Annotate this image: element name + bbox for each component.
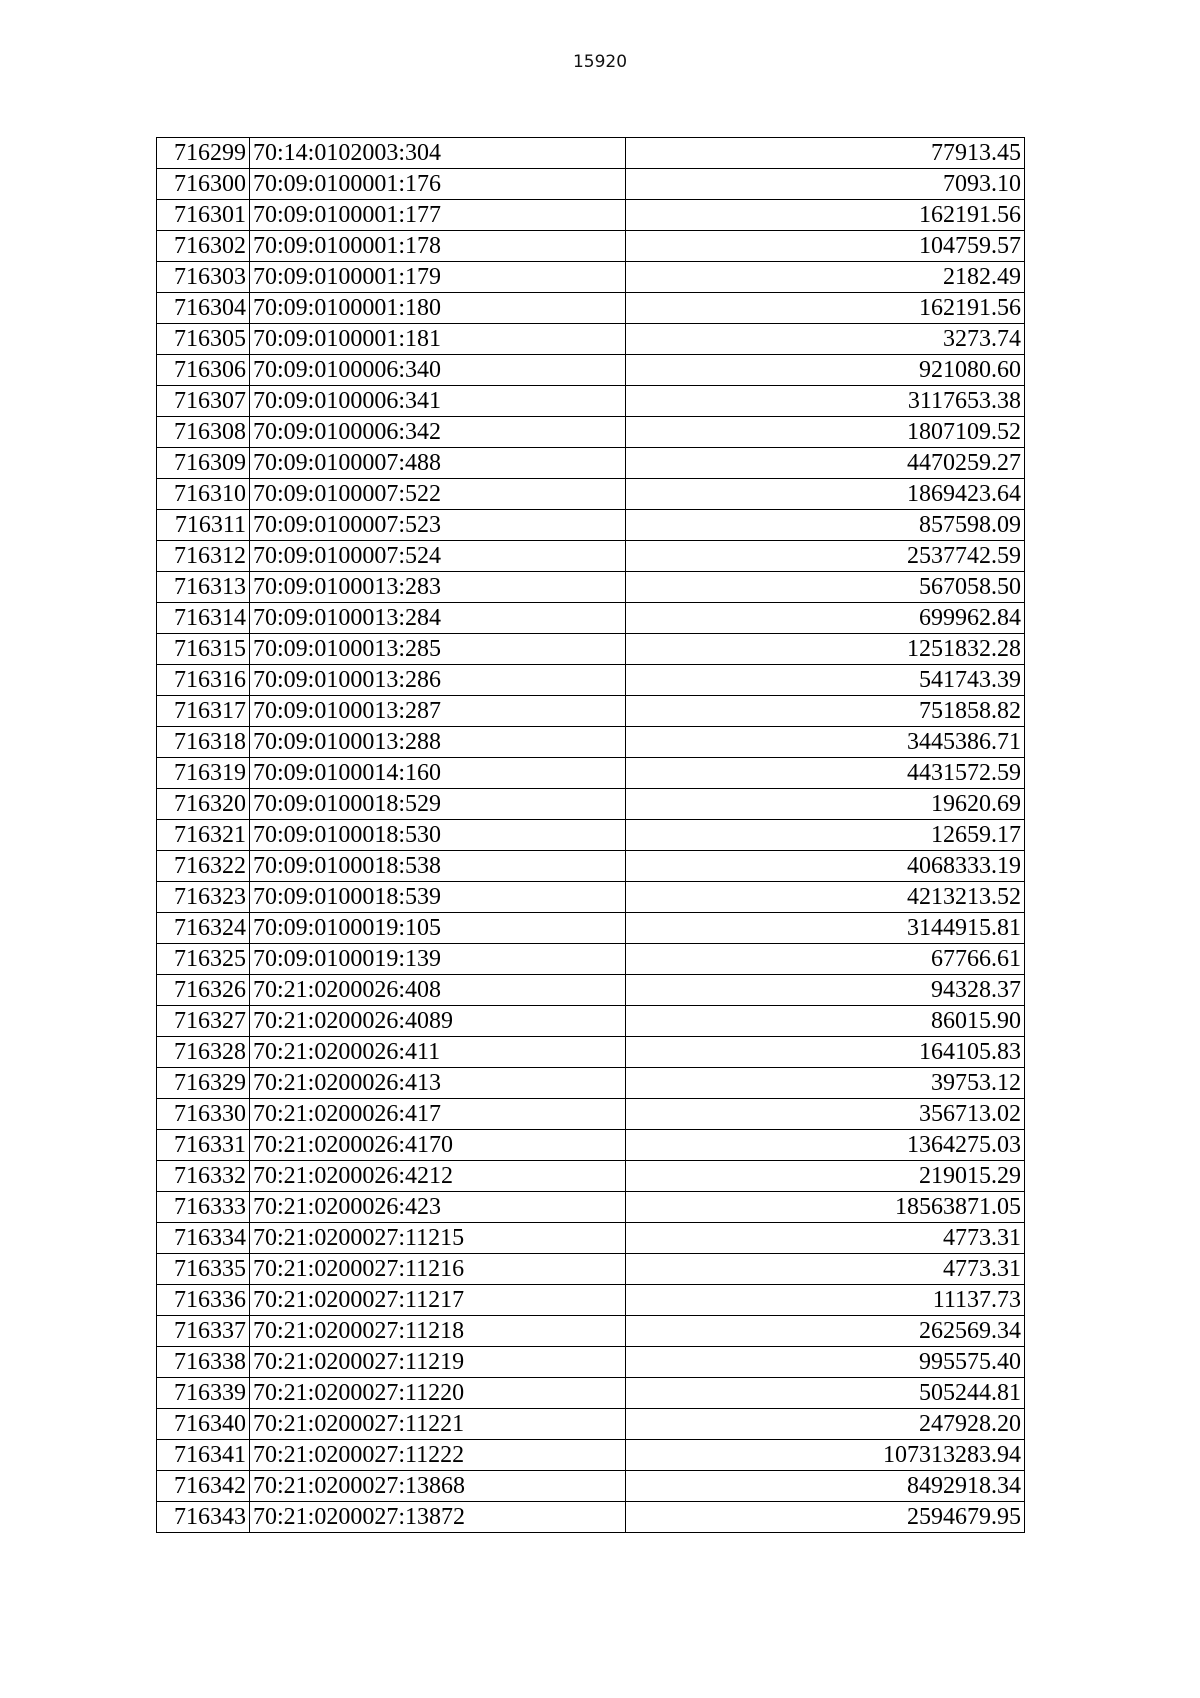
row-id-cell: 716332 [157,1161,250,1192]
table-row [157,665,1025,696]
table-row [157,1006,1025,1037]
value-cell: 995575.40 [626,1347,1025,1378]
table-row [157,479,1025,510]
value-cell: 541743.39 [626,665,1025,696]
row-id-cell: 716340 [157,1409,250,1440]
table-row [157,541,1025,572]
row-id-cell: 716322 [157,851,250,882]
cadastral-number-cell: 70:21:0200027:11220 [250,1378,626,1409]
cadastral-number-cell: 70:09:0100013:285 [250,634,626,665]
value-cell: 4068333.19 [626,851,1025,882]
table-row [157,1192,1025,1223]
row-id-cell: 716299 [157,138,250,169]
value-cell: 4773.31 [626,1223,1025,1254]
row-id-cell: 716309 [157,448,250,479]
row-id-cell: 716342 [157,1471,250,1502]
row-id-cell: 716333 [157,1192,250,1223]
table-row [157,1130,1025,1161]
row-id-cell: 716315 [157,634,250,665]
table-row [157,1285,1025,1316]
value-cell: 921080.60 [626,355,1025,386]
cadastral-number-cell: 70:21:0200027:11217 [250,1285,626,1316]
cadastral-number-cell: 70:09:0100006:341 [250,386,626,417]
value-cell: 4470259.27 [626,448,1025,479]
table-row [157,355,1025,386]
value-cell: 164105.83 [626,1037,1025,1068]
row-id-cell: 716320 [157,789,250,820]
row-id-cell: 716324 [157,913,250,944]
table-row [157,975,1025,1006]
row-id-cell: 716329 [157,1068,250,1099]
row-id-cell: 716317 [157,696,250,727]
value-cell: 2182.49 [626,262,1025,293]
value-cell: 2537742.59 [626,541,1025,572]
cadastral-number-cell: 70:09:0100001:180 [250,293,626,324]
cadastral-number-cell: 70:09:0100007:488 [250,448,626,479]
value-cell: 3144915.81 [626,913,1025,944]
row-id-cell: 716335 [157,1254,250,1285]
table-row [157,1254,1025,1285]
cadastral-number-cell: 70:09:0100007:523 [250,510,626,541]
cadastral-number-cell: 70:21:0200026:4212 [250,1161,626,1192]
value-cell: 4213213.52 [626,882,1025,913]
cadastral-number-cell: 70:09:0100007:524 [250,541,626,572]
cadastral-number-cell: 70:21:0200027:13872 [250,1502,626,1533]
table-row [157,758,1025,789]
row-id-cell: 716327 [157,1006,250,1037]
cadastral-number-cell: 70:21:0200027:11216 [250,1254,626,1285]
table-row [157,138,1025,169]
table-row [157,510,1025,541]
cadastral-number-cell: 70:09:0100014:160 [250,758,626,789]
table-row [157,231,1025,262]
table-row [157,417,1025,448]
row-id-cell: 716307 [157,386,250,417]
cadastral-number-cell: 70:21:0200027:11219 [250,1347,626,1378]
cadastral-number-cell: 70:09:0100019:105 [250,913,626,944]
table-row [157,572,1025,603]
cadastral-number-cell: 70:14:0102003:304 [250,138,626,169]
row-id-cell: 716326 [157,975,250,1006]
value-cell: 219015.29 [626,1161,1025,1192]
value-cell: 94328.37 [626,975,1025,1006]
table-row [157,1316,1025,1347]
table-row [157,696,1025,727]
row-id-cell: 716325 [157,944,250,975]
value-cell: 505244.81 [626,1378,1025,1409]
table-row [157,1471,1025,1502]
row-id-cell: 716310 [157,479,250,510]
row-id-cell: 716318 [157,727,250,758]
table-row [157,944,1025,975]
row-id-cell: 716313 [157,572,250,603]
row-id-cell: 716305 [157,324,250,355]
row-id-cell: 716300 [157,169,250,200]
row-id-cell: 716306 [157,355,250,386]
table-row [157,262,1025,293]
value-cell: 262569.34 [626,1316,1025,1347]
cadastral-number-cell: 70:21:0200026:4089 [250,1006,626,1037]
cadastral-number-cell: 70:09:0100001:176 [250,169,626,200]
cadastral-number-cell: 70:21:0200026:417 [250,1099,626,1130]
cadastral-number-cell: 70:09:0100013:283 [250,572,626,603]
table-row [157,789,1025,820]
value-cell: 4773.31 [626,1254,1025,1285]
value-cell: 857598.09 [626,510,1025,541]
cadastral-number-cell: 70:21:0200027:11218 [250,1316,626,1347]
table-row [157,913,1025,944]
table-row [157,1347,1025,1378]
value-cell: 4431572.59 [626,758,1025,789]
table-row [157,324,1025,355]
table-row [157,882,1025,913]
value-cell: 104759.57 [626,231,1025,262]
cadastral-number-cell: 70:09:0100001:178 [250,231,626,262]
row-id-cell: 716331 [157,1130,250,1161]
table-row [157,1409,1025,1440]
cadastral-number-cell: 70:09:0100018:539 [250,882,626,913]
row-id-cell: 716319 [157,758,250,789]
cadastral-number-cell: 70:09:0100019:139 [250,944,626,975]
cadastral-number-cell: 70:09:0100018:530 [250,820,626,851]
table-row [157,200,1025,231]
cadastral-number-cell: 70:09:0100006:342 [250,417,626,448]
value-cell: 3117653.38 [626,386,1025,417]
value-cell: 162191.56 [626,200,1025,231]
value-cell: 567058.50 [626,572,1025,603]
row-id-cell: 716328 [157,1037,250,1068]
table-row [157,1037,1025,1068]
row-id-cell: 716304 [157,293,250,324]
cadastral-number-cell: 70:09:0100006:340 [250,355,626,386]
value-cell: 3273.74 [626,324,1025,355]
value-cell: 1807109.52 [626,417,1025,448]
row-id-cell: 716314 [157,603,250,634]
value-cell: 11137.73 [626,1285,1025,1316]
row-id-cell: 716323 [157,882,250,913]
cadastral-number-cell: 70:21:0200026:4170 [250,1130,626,1161]
cadastral-number-cell: 70:21:0200026:408 [250,975,626,1006]
cadastral-number-cell: 70:09:0100013:284 [250,603,626,634]
row-id-cell: 716343 [157,1502,250,1533]
row-id-cell: 716338 [157,1347,250,1378]
value-cell: 162191.56 [626,293,1025,324]
table-body [157,138,1025,1533]
row-id-cell: 716330 [157,1099,250,1130]
cadastral-number-cell: 70:09:0100013:287 [250,696,626,727]
value-cell: 1251832.28 [626,634,1025,665]
value-cell: 8492918.34 [626,1471,1025,1502]
value-cell: 86015.90 [626,1006,1025,1037]
value-cell: 67766.61 [626,944,1025,975]
cadastral-number-cell: 70:21:0200026:411 [250,1037,626,1068]
value-cell: 1364275.03 [626,1130,1025,1161]
cadastral-number-cell: 70:09:0100013:288 [250,727,626,758]
row-id-cell: 716302 [157,231,250,262]
row-id-cell: 716334 [157,1223,250,1254]
value-cell: 247928.20 [626,1409,1025,1440]
table-row [157,820,1025,851]
cadastral-number-cell: 70:21:0200026:423 [250,1192,626,1223]
value-cell: 1869423.64 [626,479,1025,510]
row-id-cell: 716339 [157,1378,250,1409]
value-cell: 19620.69 [626,789,1025,820]
cadastral-number-cell: 70:21:0200026:413 [250,1068,626,1099]
value-cell: 699962.84 [626,603,1025,634]
cadastral-number-cell: 70:09:0100007:522 [250,479,626,510]
table-row [157,851,1025,882]
table-row [157,448,1025,479]
row-id-cell: 716336 [157,1285,250,1316]
row-id-cell: 716321 [157,820,250,851]
cadastral-number-cell: 70:09:0100018:529 [250,789,626,820]
page-number: 15920 [572,52,628,72]
row-id-cell: 716312 [157,541,250,572]
table-row [157,1223,1025,1254]
value-cell: 3445386.71 [626,727,1025,758]
value-cell: 2594679.95 [626,1502,1025,1533]
value-cell: 39753.12 [626,1068,1025,1099]
cadastral-number-cell: 70:21:0200027:11221 [250,1409,626,1440]
table-row [157,293,1025,324]
cadastral-number-cell: 70:09:0100001:177 [250,200,626,231]
cadastral-number-cell: 70:21:0200027:11222 [250,1440,626,1471]
table-row [157,727,1025,758]
table-row [157,1440,1025,1471]
table-row [157,634,1025,665]
value-cell: 7093.10 [626,169,1025,200]
row-id-cell: 716303 [157,262,250,293]
cadastral-number-cell: 70:21:0200027:13868 [250,1471,626,1502]
cadastral-number-cell: 70:09:0100001:179 [250,262,626,293]
row-id-cell: 716311 [157,510,250,541]
value-cell: 12659.17 [626,820,1025,851]
row-id-cell: 716316 [157,665,250,696]
row-id-cell: 716308 [157,417,250,448]
cadastral-number-cell: 70:09:0100013:286 [250,665,626,696]
table-row [157,603,1025,634]
cadastral-number-cell: 70:09:0100001:181 [250,324,626,355]
value-cell: 18563871.05 [626,1192,1025,1223]
row-id-cell: 716341 [157,1440,250,1471]
table-row [157,1502,1025,1533]
row-id-cell: 716301 [157,200,250,231]
table-row [157,1161,1025,1192]
cadastral-number-cell: 70:21:0200027:11215 [250,1223,626,1254]
cadastral-number-cell: 70:09:0100018:538 [250,851,626,882]
table-row [157,1378,1025,1409]
value-cell: 356713.02 [626,1099,1025,1130]
table-row [157,1099,1025,1130]
table-row [157,1068,1025,1099]
table-row [157,169,1025,200]
value-cell: 751858.82 [626,696,1025,727]
value-cell: 77913.45 [626,138,1025,169]
row-id-cell: 716337 [157,1316,250,1347]
table-row [157,386,1025,417]
cadastral-value-table [156,137,1025,1533]
value-cell: 107313283.94 [626,1440,1025,1471]
